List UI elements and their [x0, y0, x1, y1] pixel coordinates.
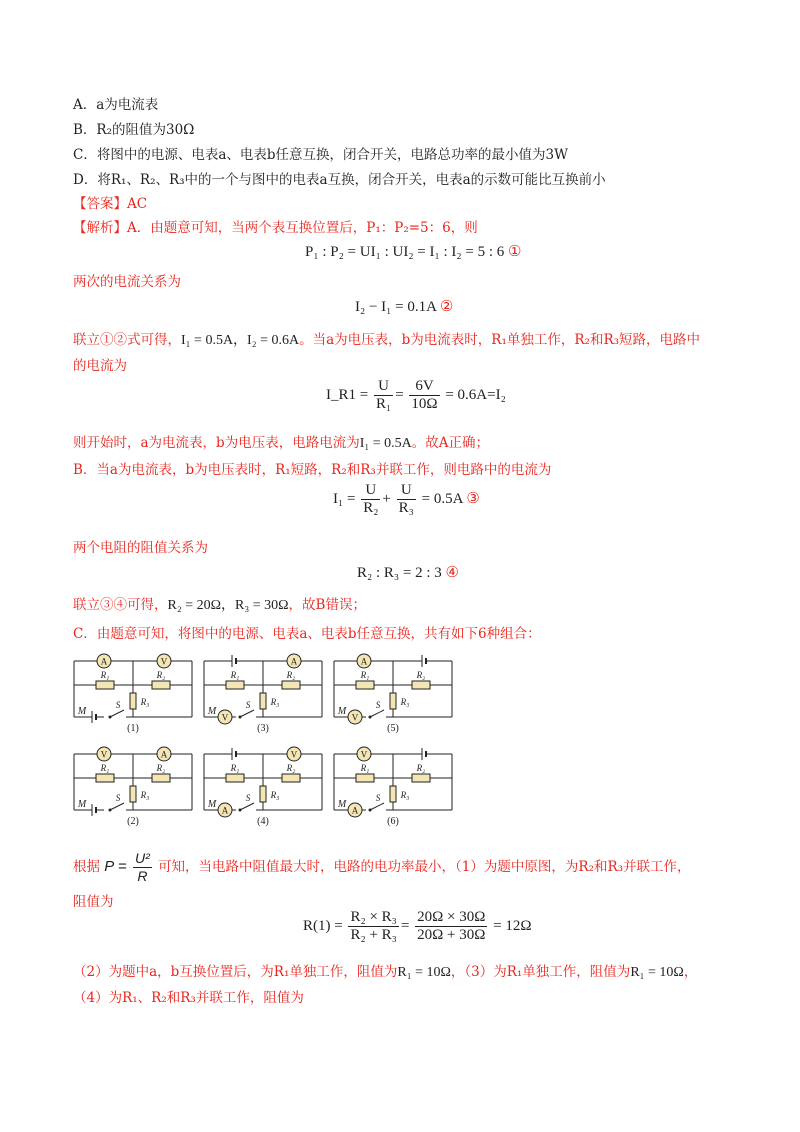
meter-label: A — [221, 805, 229, 816]
circuit-label-1: (1) — [127, 723, 139, 734]
circuit-label-4: (4) — [257, 816, 269, 827]
circuit-label-6: (6) — [387, 816, 399, 827]
equation-1: P₁ : P₂ = UI₁ : UI₂ = I₁ : I₂ = 5 : 6 ① — [305, 244, 522, 260]
label-r3: R₃ — [270, 697, 280, 707]
resistor-r1 — [356, 774, 374, 782]
text-combine-1-cont: 的电流为 — [73, 358, 127, 374]
equation-2: I₂ − I₁ = 0.1A ② — [355, 299, 454, 315]
resistor-r2 — [412, 774, 430, 782]
meter-label: A — [351, 805, 359, 816]
resistor-r2 — [152, 681, 170, 689]
option-d: D．将R₁、R₂、R₃中的一个与图中的电表a互换，闭合开关，电表a的示数可能比互换前小 — [73, 172, 606, 188]
equation-6: R(1) = $\frac{\text{R₂ × R₃}}{\text{R₂ + R₃}}$ = $\frac{20\Omega \times 30\Omega}{20\Omega + 30\Omega}$ = 12Ω — [303, 909, 532, 943]
circuit-label-2: (2) — [127, 816, 139, 827]
switch-pivot — [369, 809, 372, 812]
text-current-relation: 两次的电流关系为 — [73, 274, 181, 290]
label-r2: R₂ — [156, 670, 166, 680]
text-combine-1: 联立①②式可得，I₁ = 0.5A，I₂ = 0.6A。当a为电压表，b为电流表时，R₁单独工作，R₂和R₃短路，电路中 — [73, 332, 701, 348]
text-option-b: B．当a为电流表，b为电压表时，R₁短路，R₂和R₃并联工作，则电路中的电流为 — [73, 462, 552, 478]
label-s: S — [115, 700, 121, 710]
meter-label: V — [160, 656, 168, 667]
analysis-intro: 【解析】A．由题意可知，当两个表互换位置后，P₁：P₂=5：6，则 — [73, 220, 478, 236]
meter-label: A — [290, 656, 298, 667]
equation-3: I_R1 = $\frac{U}{\text{R₁}}$ = $\frac{6V}{10\Omega}$ = 0.6A=I₂ — [326, 378, 506, 412]
label-r1: R₁ — [100, 763, 110, 773]
resistor-r2 — [412, 681, 430, 689]
circuit-diagrams — [68, 645, 468, 835]
label-r3: R₃ — [140, 697, 150, 707]
label-s: S — [245, 700, 251, 710]
switch-pivot — [239, 716, 242, 719]
resistor-r2 — [152, 774, 170, 782]
resistor-r3 — [260, 693, 266, 709]
label-r1: R₁ — [100, 670, 110, 680]
equation-5: R₂ : R₃ = 2 : 3 ④ — [357, 565, 459, 581]
text-resistance: 阻值为 — [73, 894, 114, 910]
resistor-r1 — [96, 774, 114, 782]
meter-label: V — [221, 712, 229, 723]
resistor-r3 — [260, 786, 266, 802]
label-r3: R₃ — [270, 790, 280, 800]
switch-pivot — [239, 809, 242, 812]
switch-pivot — [109, 716, 112, 719]
switch-blade — [110, 710, 124, 717]
resistor-r2 — [282, 774, 300, 782]
label-r3: R₃ — [400, 697, 410, 707]
text-case-2-3: （2）为题中a，b互换位置后，为R₁单独工作，阻值为R₁ = 10Ω，（3）为R₁单独工作，阻值为R₁ = 10Ω， — [73, 964, 698, 980]
switch-blade — [240, 710, 254, 717]
text-ratio: 两个电阻的阻值关系为 — [73, 540, 208, 556]
meter-label: A — [100, 656, 108, 667]
label-r1: R₁ — [360, 763, 370, 773]
label-s: S — [375, 793, 381, 803]
resistor-r3 — [390, 786, 396, 802]
circuit-label-5: (5) — [387, 723, 399, 734]
meter-label: V — [290, 749, 298, 760]
meter-label: V — [360, 749, 368, 760]
resistor-r1 — [226, 774, 244, 782]
switch-blade — [370, 710, 384, 717]
switch-blade — [110, 803, 124, 810]
resistor-r1 — [96, 681, 114, 689]
text-start: 则开始时，a为电流表，b为电压表，电路电流为I₁ = 0.5A。故A正确； — [73, 435, 490, 451]
text-power: 根据 P = $\frac{\text{U²}}{R}$ 可知，当电路中阻值最大时，电路的电功率最小，（1）为题中原图，为R₂和R₃并联工作， — [73, 850, 691, 884]
resistor-r1 — [226, 681, 244, 689]
label-r2: R₂ — [416, 670, 426, 680]
label-r3: R₃ — [400, 790, 410, 800]
option-a: A．a为电流表 — [73, 97, 159, 113]
option-b: B．R₂的阻值为30Ω — [73, 122, 195, 138]
resistor-r2 — [282, 681, 300, 689]
label-m: M — [207, 799, 217, 810]
resistor-r3 — [130, 693, 136, 709]
label-s: S — [115, 793, 121, 803]
label-s: S — [375, 700, 381, 710]
label-r3: R₃ — [140, 790, 150, 800]
label-r2: R₂ — [416, 763, 426, 773]
option-c: C．将图中的电源、电表a、电表b任意互换，闭合开关，电路总功率的最小值为3W — [73, 147, 568, 163]
text-combine-2: 联立③④可得，R₂ = 20Ω，R₃ = 30Ω，故B错误； — [73, 597, 366, 613]
label-r1: R₁ — [230, 670, 240, 680]
label-m: M — [77, 799, 87, 810]
resistor-r3 — [390, 693, 396, 709]
label-r1: R₁ — [360, 670, 370, 680]
text-option-c: C．由题意可知，将图中的电源、电表a、电表b任意互换，共有如下6种组合： — [73, 626, 541, 642]
switch-blade — [240, 803, 254, 810]
label-m: M — [207, 706, 217, 717]
text-case-4: （4）为R₁、R₂和R₃并联工作，阻值为 — [73, 990, 304, 1006]
resistor-r1 — [356, 681, 374, 689]
label-m: M — [337, 706, 347, 717]
label-r2: R₂ — [286, 763, 296, 773]
switch-pivot — [109, 809, 112, 812]
label-m: M — [77, 706, 87, 717]
label-s: S — [245, 793, 251, 803]
switch-pivot — [369, 716, 372, 719]
resistor-r3 — [130, 786, 136, 802]
meter-label: V — [100, 749, 108, 760]
label-r1: R₁ — [230, 763, 240, 773]
meter-label: V — [351, 712, 359, 723]
label-r2: R₂ — [286, 670, 296, 680]
label-r2: R₂ — [156, 763, 166, 773]
equation-4: I₁ = $\frac{U}{\text{R₂}}$ + $\frac{U}{\text{R₃}}$ = 0.5A ③ — [333, 482, 480, 516]
meter-label: A — [160, 749, 168, 760]
circuit-label-3: (3) — [257, 723, 269, 734]
meter-label: A — [360, 656, 368, 667]
label-m: M — [337, 799, 347, 810]
answer-line: 【答案】AC — [73, 196, 148, 212]
switch-blade — [370, 803, 384, 810]
